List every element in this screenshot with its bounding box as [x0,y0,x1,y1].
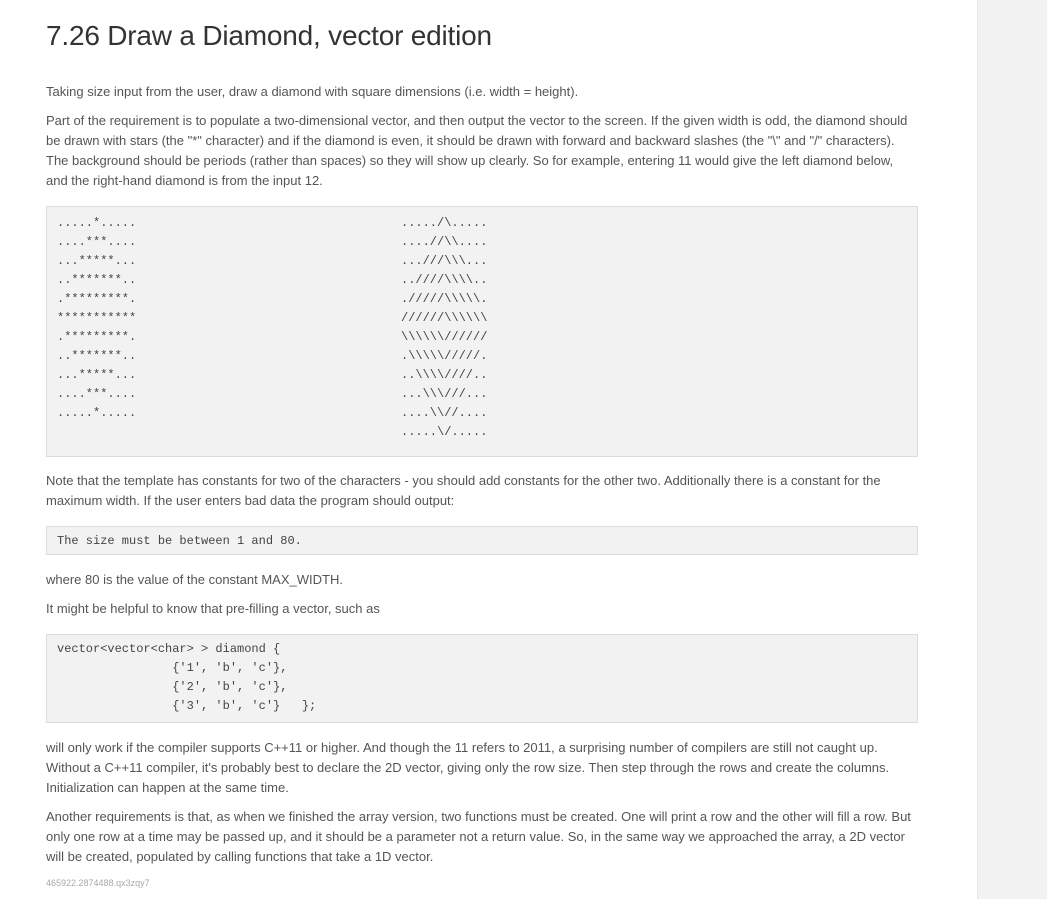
intro-paragraph: Taking size input from the user, draw a diamond with square dimensions (i.e. width = height). [46,84,579,99]
diamond-examples-box [46,206,918,457]
page-title: 7.26 Draw a Diamond, vector edition [46,20,492,51]
functions-paragraph: Another requirements is that, as when we finished the array version, two functions must be created. One will print a row and the other will fill a row. But only one row at a time may be passed up, and it should be a parameter not a return value. So, in the same way we approached the array, a 2D vector will be created, populated by calling functions that take a 1D vector. [46,809,911,864]
max-width-paragraph: where 80 is the value of the constant MAX_WIDTH. [46,572,343,587]
error-output-box [46,526,918,555]
diamond-even-example: ...../\..... ....//\\.... ...///\\\... ..////\\\\.. ./////\\\\\. //////\\\\\\ \\\\\\////// .\\\\\/////. ..\\\\////.. ...\\\///... ....\\//.... .....\/..... [401,216,488,439]
vector-code: vector<vector<char> > diamond { {'1', 'b', 'c'}, {'2', 'b', 'c'}, {'3', 'b', 'c'} }; [57,642,317,713]
prefill-paragraph: It might be helpful to know that pre-filling a vector, such as [46,601,380,616]
compiler-paragraph: will only work if the compiler supports C++11 or higher. And though the 11 refers to 2011, a surprising number of compilers are still not caught up. Without a C++11 compiler, it's probably best to declare the 2D vector, giving only the row size. Then step through the rows and create the columns. Initialization can happen at the same time. [46,740,890,795]
error-output-text: The size must be between 1 and 80. [57,534,302,548]
question-id: 465922.2874488.qx3zqy7 [46,878,150,888]
diamond-odd-example: .....*..... ....***.... ...*****... ..*******.. .*********. *********** .*********. ..*******.. ...*****... ....***.... .....*..... [57,216,137,420]
right-side-panel [977,0,1047,899]
constants-note-paragraph: Note that the template has constants for two of the characters - you should add constants for the other two. Additionally there is a constant for the maximum width. If the user enters bad data the program should output: [46,473,881,508]
requirements-paragraph: Part of the requirement is to populate a two-dimensional vector, and then output the vector to the screen. If the given width is odd, the diamond should be drawn with stars (the "*" character) and if the diamond is even, it should be drawn with forward and backward slashes (the "\" and "/" characters). The background should be periods (rather than spaces) so they will show up clearly. So for example, entering 11 would give the left diamond below, and the right-hand diamond is from the input 12. [46,113,908,188]
vector-code-box [46,634,918,723]
